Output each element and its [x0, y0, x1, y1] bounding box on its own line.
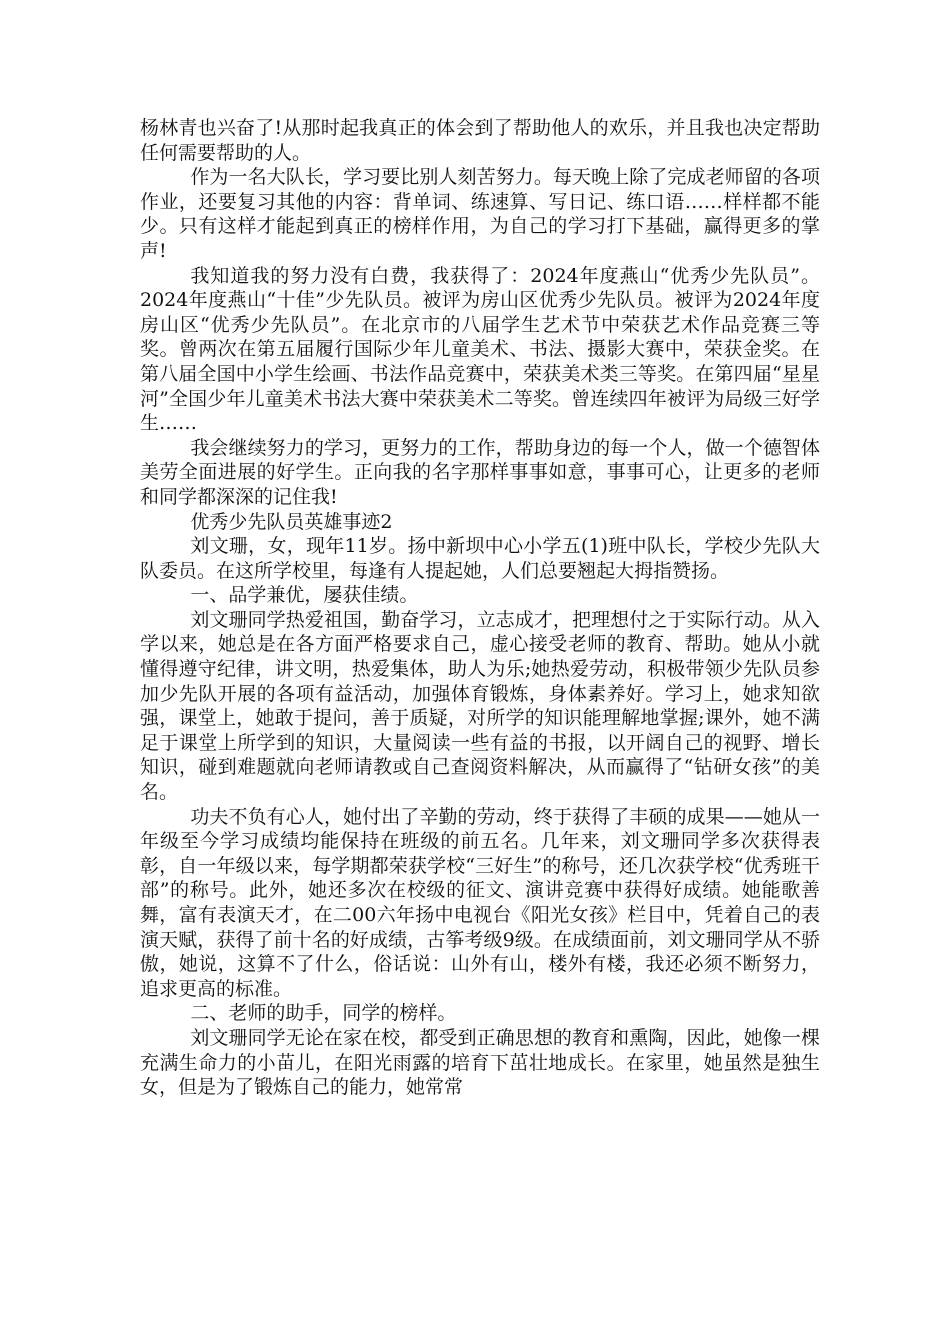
heading-2: 二、老师的助手，同学的榜样。: [190, 1002, 457, 1025]
section-title: 优秀少先队员英雄事迹2: [190, 510, 393, 533]
document-body: [140, 116, 820, 1100]
paragraph-5: 刘文珊，女，现年11岁。扬中新坝中心小学五(1)班中队长，学校少先队大队委员。在这所学校里，每逢有人提起她，人们总要翘起大拇指赞扬。: [140, 535, 820, 582]
paragraph-2: 作为一名大队长，学习要比别人刻苦努力。每天晚上除了完成老师留的各项作业，还要复习其他的内容：背单词、练速算、写日记、练口语……样样都不能少。只有这样才能起到真正的榜样作用，为自己的学习打下基础，赢得更多的掌声!: [140, 166, 820, 262]
paragraph-8: 刘文珊同学无论在家在校，都受到正确思想的教育和熏陶，因此，她像一棵充满生命力的小苗儿，在阳光雨露的培育下茁壮地成长。在家里，她虽然是独生女，但是为了锻炼自己的能力，她常常: [140, 1026, 820, 1099]
heading-1: 一、品学兼优，屡获佳绩。: [190, 584, 419, 607]
paragraph-6: 刘文珊同学热爱祖国，勤奋学习，立志成才，把理想付之于实际行动。从入学以来，她总是在各方面严格要求自己，虚心接受老师的教育、帮助。她从小就懂得遵守纪律，讲文明，热爱集体，助人为乐;她热爱劳动，积极带领少先队员参加少先队开展的各项有益活动，加强体育锻炼，身体素养好。学习上，她求知欲强，课堂上，她敢于提问，善于质疑，对所学的知识能理解地掌握;课外，她不满足于课堂上所学到的知识，大量阅读一些有益的书报，以开阔自己的视野、增长知识，碰到难题就向老师请教或自己查阅资料解决，从而赢得了“钻研女孩”的美名。: [140, 608, 820, 804]
paragraph-1: 杨林青也兴奋了!从那时起我真正的体会到了帮助他人的欢乐，并且我也决定帮助任何需要帮助的人。: [140, 117, 820, 164]
paragraph-4: 我会继续努力的学习，更努力的工作，帮助身边的每一个人，做一个德智体美劳全面进展的好学生。正向我的名字那样事事如意，事事可心，让更多的老师和同学都深深的记住我!: [140, 436, 820, 508]
paragraph-3: 我知道我的努力没有白费，我获得了：2024年度燕山“优秀少先队员”。2024年度燕山“十佳”少先队员。被评为房山区优秀少先队员。被评为2024年度房山区“优秀少先队员”。在北京市的八届学生艺术节中荣获艺术作品竞赛三等奖。曾两次在第五届履行国际少年儿童美术、书法、摄影大赛中，荣获金奖。在第八届全国中小学生绘画、书法作品竞赛中，荣获美术类三等奖。在第四届“星星河”全国少年儿童美术书法大赛中荣获美术二等奖。曾连续四年被评为局级三好学生……: [140, 264, 820, 435]
paragraph-7: 功夫不负有心人，她付出了辛勤的劳动，终于获得了丰硕的成果——她从一年级至今学习成绩均能保持在班级的前五名。几年来，刘文珊同学多次获得表彰，自一年级以来，每学期都荣获学校“三好生”的称号，还几次获学校“优秀班干部”的称号。此外，她还多次在校级的征文、演讲竞赛中获得好成绩。她能歌善舞，富有表演天才，在二00六年扬中电视台《阳光女孩》栏目中，凭着自己的表演天赋，获得了前十名的好成绩，古筝考级9级。在成绩面前，刘文珊同学从不骄傲，她说，这算不了什么，俗话说：山外有山，楼外有楼，我还必须不断努力，追求更高的标准。: [140, 805, 820, 1000]
